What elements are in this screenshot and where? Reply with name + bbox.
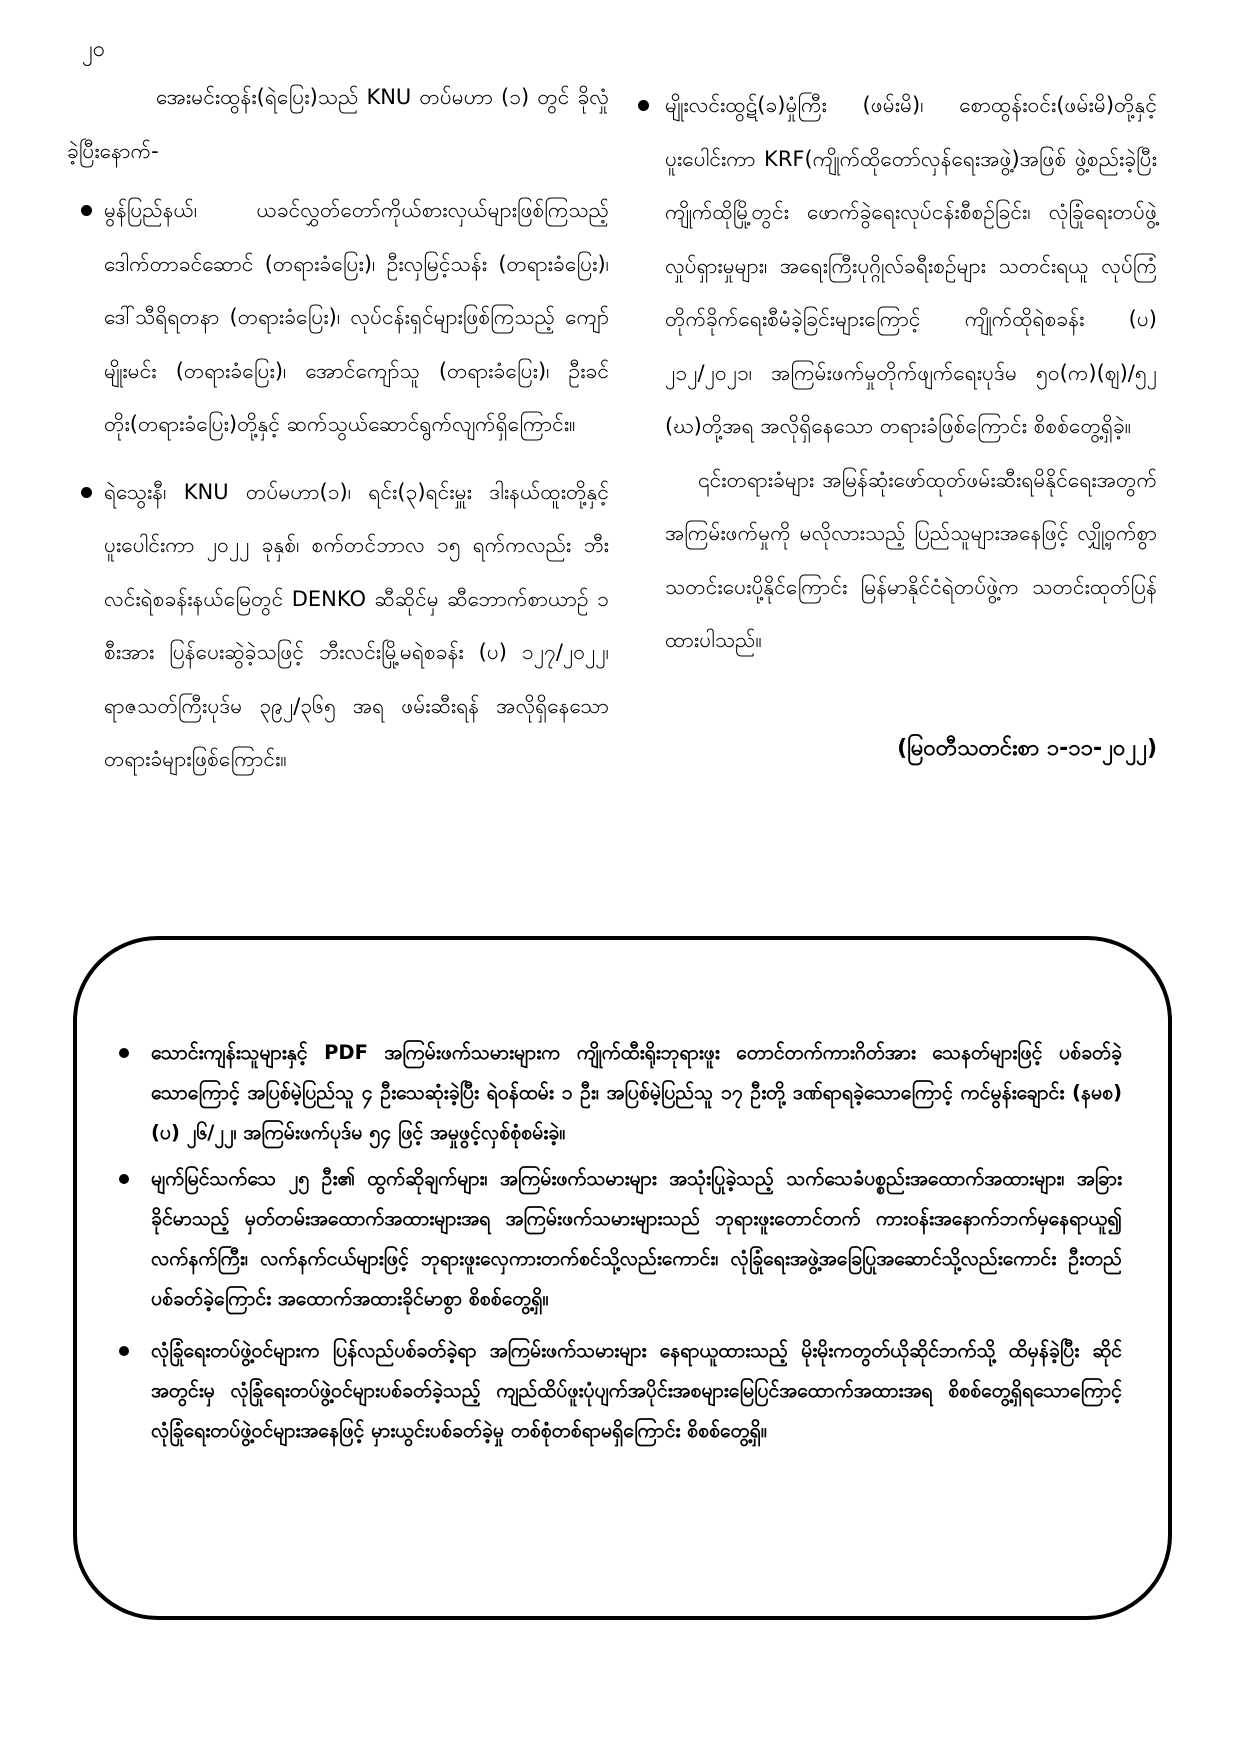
bullet-dot-icon xyxy=(81,487,92,498)
summary-box-content xyxy=(119,1033,1122,1451)
list-item-text: မျိုးလင်းထွဋ်(ခ)မှုံကြီး (ဖမ်းမိ)၊ စောထွန်းဝင်း(ဖမ်းမိ)တို့နှင့်ပူးပေါင်းကာ KRF(ကျိုက်ထိုတော်လှန်ရေးအဖွဲ့)အဖြစ် ဖွဲ့စည်းခဲ့ပြီး ကျိုက်ထိုမြို့တွင်း ဖောက်ခွဲရေးလုပ်ငန်းစီစဉ်ခြင်း၊ လုံခြုံရေးတပ်ဖွဲ့လှုပ်ရှားမှုများ၊ အရေးကြီးပုဂ္ဂိုလ်ခရီးစဉ်များ သတင်းရယူ လုပ်ကြံတိုက်ခိုက်ရေးစီမံခဲ့ခြင်းများကြောင့် ကျိုက်ထိုရဲစခန်း (ပ) ၂၁၂/၂၀၂၁၊ အကြမ်းဖက်မှုတိုက်ဖျက်ရေးပုဒ်မ ၅၀(က)(ဈ)/၅၂ (ဃ)တို့အရ အလိုရှိနေသော တရားခံဖြစ်ကြောင်း စိစစ်တွေ့ရှိခဲ့။ xyxy=(665,93,1157,438)
right-column xyxy=(637,79,1157,775)
bullet-dot-icon xyxy=(638,100,649,111)
source-citation: (မြဝတီသတင်းစာ ၁-၁၁-၂၀၂၂) xyxy=(897,735,1157,761)
list-item-text: သောင်းကျန်းသူများနှင့် PDF အကြမ်းဖက်သမားများက ကျိုက်ထီးရိုးဘုရားဖူး တောင်တက်ကားဂိတ်အား သေနတ်များဖြင့် ပစ်ခတ်ခဲ့သောကြောင့် အပြစ်မဲ့ပြည်သူ ၄ ဦးသေဆုံးခဲ့ပြီး ရဲဝန်ထမ်း ၁ ဦး၊ အပြစ်မဲ့ပြည်သူ ၁၇ ဦးတို့ ဒဏ်ရာရခဲ့သောကြောင့် ကင်မွန်းချောင်း (နမစ) (ပ) ၂၆/၂၂၊ အကြမ်းဖက်ပုဒ်မ ၅၄ ဖြင့် အမှုဖွင့်လှစ်စုံစမ်းခဲ့။ xyxy=(151,1041,1122,1144)
bullet-dot-icon xyxy=(81,205,92,216)
bullet-dot-icon xyxy=(119,1174,129,1184)
list-item xyxy=(67,184,609,452)
list-item xyxy=(119,1331,1122,1451)
list-item-text: မွန်ပြည်နယ်၊ ယခင်လွှတ်တော်ကိုယ်စားလှယ်များဖြစ်ကြသည့် ဒေါက်တာခင်ဆောင် (တရားခံပြေး)၊ ဦးလှမြင့်သန်း (တရားခံပြေး)၊ ဒေါ်သီရိရတနာ (တရားခံပြေး)၊ လုပ်ငန်းရှင်များဖြစ်ကြသည့် ကျော်မျိုးမင်း (တရားခံပြေး)၊ အောင်ကျော်သူ (တရားခံပြေး)၊ ဦးခင်တိုး(တရားခံပြေး)တို့နှင့် ဆက်သွယ်ဆောင်ရွက်လျက်ရှိကြောင်း။ xyxy=(104,198,609,436)
list-item xyxy=(637,79,1157,454)
list-item-text: ရဲသွေးနီ၊ KNU တပ်မဟာ(၁)၊ ရင်း(၃)ရင်းမှူး ဒါးနယ်ထူးတို့နှင့် ပူးပေါင်းကာ ၂၀၂၂ ခုနှစ်၊ စက်တင်ဘာလ ၁၅ ရက်ကလည်း ဘီးလင်းရဲစခန်းနယ်မြေတွင် DENKO ဆီဆိုင်မှ ဆီဘောက်စာယာဉ် ၁ စီးအား ပြန်ပေးဆွဲခဲ့သဖြင့် ဘီးလင်းမြို့မရဲစခန်း (ပ) ၁၂၇/၂၀၂၂၊ ရာဇသတ်ကြီးပုဒ်မ ၃၉၂/၃၆၅ အရ ဖမ်းဆီးရန် အလိုရှိနေသော တရားခံများဖြစ်ကြောင်း။ xyxy=(104,479,609,771)
list-item-text: လုံခြုံရေးတပ်ဖွဲ့ဝင်များက ပြန်လည်ပစ်ခတ်ခဲ့ရာ အကြမ်းဖက်သမားများ နေရာယူထားသည့် မိုးမိုးကတွတ်ယိုဆိုင်ဘက်သို့ ထိမှန်ခဲ့ပြီး ဆိုင်အတွင်းမှ လုံခြုံရေးတပ်ဖွဲ့ဝင်များပစ်ခတ်ခဲ့သည့် ကျည်ထိပ်ဖူးပုံပျက်အပိုင်းအစများမြေပြင်အထောက်အထားအရ စိစစ်တွေ့ရှိရသောကြောင့် လုံခြုံရေးတပ်ဖွဲ့ဝင်များအနေဖြင့် မှားယွင်းပစ်ခတ်ခဲ့မှု တစ်စုံတစ်ရာမရှိကြောင်း စိစစ်တွေ့ရှိ။ xyxy=(151,1339,1122,1442)
closing-paragraph: ၎င်းတရားခံများ အမြန်ဆုံးဖော်ထုတ်ဖမ်းဆီးရမိနိုင်ရေးအတွက် အကြမ်းဖက်မှုကို မလိုလားသည့် ပြည်သူများအနေဖြင့် လျှို့ဝှက်စွာ သတင်းပေးပို့နိုင်ကြောင်း မြန်မာနိုင်ငံရဲတပ်ဖွဲ့က သတင်းထုတ်ပြန်ထားပါသည်။ xyxy=(665,467,1157,652)
list-item-text: မျက်မြင်သက်သေ ၂၅ ဦး၏ ထွက်ဆိုချက်များ၊ အကြမ်းဖက်သမားများ အသုံးပြုခဲ့သည့် သက်သေခံပစ္စည်းအထောက်အထားများ၊ အခြားခိုင်မာသည့် မှတ်တမ်းအထောက်အထားများအရ အကြမ်းဖက်သမားများသည် ဘုရားဖူးတောင်တက် ကားဝန်းအနောက်ဘက်မှနေရာယူ၍ လက်နက်ကြီး၊ လက်နက်ငယ်များဖြင့် ဘုရားဖူးလှေကားတက်စင်သို့လည်းကောင်း၊ လုံခြုံရေးအဖွဲ့အခြေပြုအဆောင်သို့လည်းကောင်း ဦးတည်ပစ်ခတ်ခဲ့ကြောင်း အထောက်အထားခိုင်မာစွာ စိစစ်တွေ့ရှိ။ xyxy=(151,1167,1122,1310)
bullet-dot-icon xyxy=(119,1346,129,1356)
list-item xyxy=(67,466,609,787)
bullet-dot-icon xyxy=(119,1048,129,1058)
page-number: ၂၀ xyxy=(82,37,106,62)
intro-paragraph: အေးမင်းထွန်း(ရဲပြေး)သည် KNU တပ်မဟာ (၁) တွင် ခိုလှုံခဲ့ပြီးနောက်- xyxy=(67,85,609,163)
summary-box xyxy=(73,936,1172,1620)
list-item xyxy=(119,1159,1122,1319)
left-column xyxy=(67,71,609,787)
list-item xyxy=(119,1033,1122,1153)
